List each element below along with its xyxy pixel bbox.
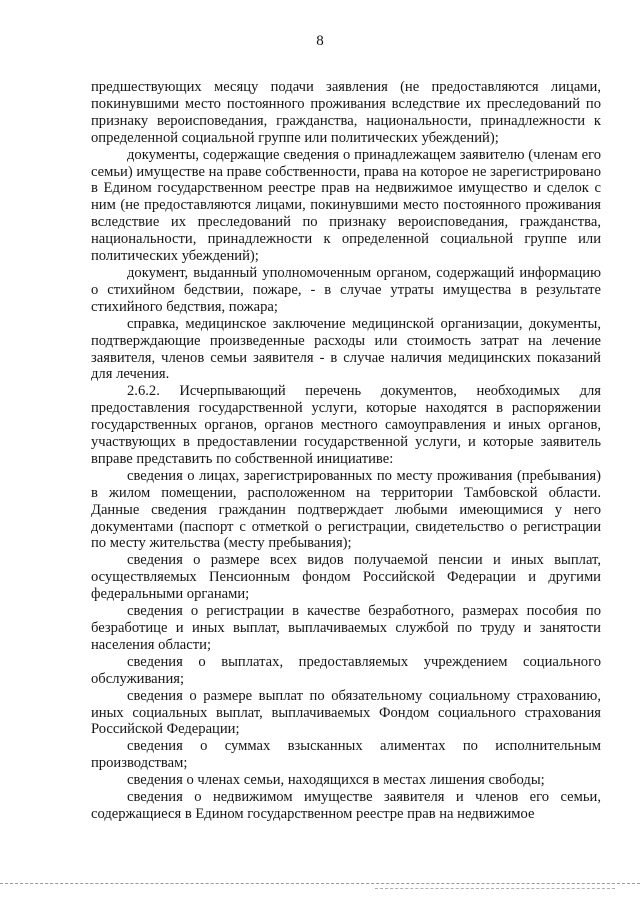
paragraph-4: справка, медицинское заключение медицинской организации, документы, подтверждающие произведенные расходы или стоимость затрат на лечение заявителя, членов семьи заявителя - в случае наличия медицинских показаний для лечения. — [91, 315, 601, 383]
paragraph-8: сведения о регистрации в качестве безработного, размерах пособия по безработице и иных выплат, выплачиваемых службой по труду и занятости населения области; — [91, 603, 601, 653]
paragraph-3: документ, выданный уполномоченным органом, содержащий информацию о стихийном бедствии, пожаре, - в случае утраты имущества в результате стихийного бедствия, пожара; — [91, 264, 601, 315]
scan-edge-line-2 — [375, 888, 615, 889]
paragraph-2: документы, содержащие сведения о принадлежащем заявителю (членам его семьи) имуществе на праве собственности, права на которое не зарегистрировано в Едином государственном реестре прав на недвижимое имущество и сделок с ним (не предоставляются лицами, покинувшими место постоянного проживания вследствие их преследований по признаку вероисповедания, гражданства, национальности, принадлежности к определенной социальной группе или политических убеждений); — [91, 146, 601, 265]
paragraph-5: 2.6.2. Исчерпывающий перечень документов, необходимых для предоставления государственной услуги, которые находятся в распоряжении государственных органов, органов местного самоуправления и иных органов, участвующих в предоставлении государственной услуги, и которые заявитель вправе представить по собственной инициативе: — [91, 383, 601, 467]
paragraph-12: сведения о членах семьи, находящихся в местах лишения свободы; — [127, 772, 545, 789]
paragraph-1: предшествующих месяцу подачи заявления (не предоставляются лицами, покинувшими место постоянного проживания вследствие их преследований по признаку вероисповедания, гражданства, национальности, принадлежности к определенной социальной группе или политических убеждений); — [91, 79, 601, 146]
paragraph-6: сведения о лицах, зарегистрированных по месту проживания (пребывания) в жилом помещении, расположенном на территории Тамбовской области. Данные сведения гражданин подтверждает любыми имеющимися у него документами (паспорт с отметкой о регистрации, свидетельство о регистрации по месту жительства (месту пребывания); — [91, 467, 601, 552]
paragraph-13: сведения о недвижимом имуществе заявителя и членов его семьи, содержащиеся в Едином государственном реестре прав на недвижимое — [91, 789, 601, 822]
paragraph-7: сведения о размере всех видов получаемой пенсии и иных выплат, осуществляемых Пенсионным фондом Российской Федерации и другими федеральными органами; — [91, 552, 601, 603]
page-number: 8 — [316, 33, 324, 49]
paragraph-9: сведения о выплатах, предоставляемых учреждением социального обслуживания; — [91, 653, 601, 687]
document-body — [91, 79, 601, 823]
scan-edge-line — [0, 883, 640, 884]
paragraph-10: сведения о размере выплат по обязательному социальному страхованию, иных социальных выплат, выплачиваемых Фондом социального страхования Российской Федерации; — [91, 687, 601, 738]
paragraph-11: сведения о суммах взысканных алиментах по исполнительным производствам; — [91, 738, 601, 772]
